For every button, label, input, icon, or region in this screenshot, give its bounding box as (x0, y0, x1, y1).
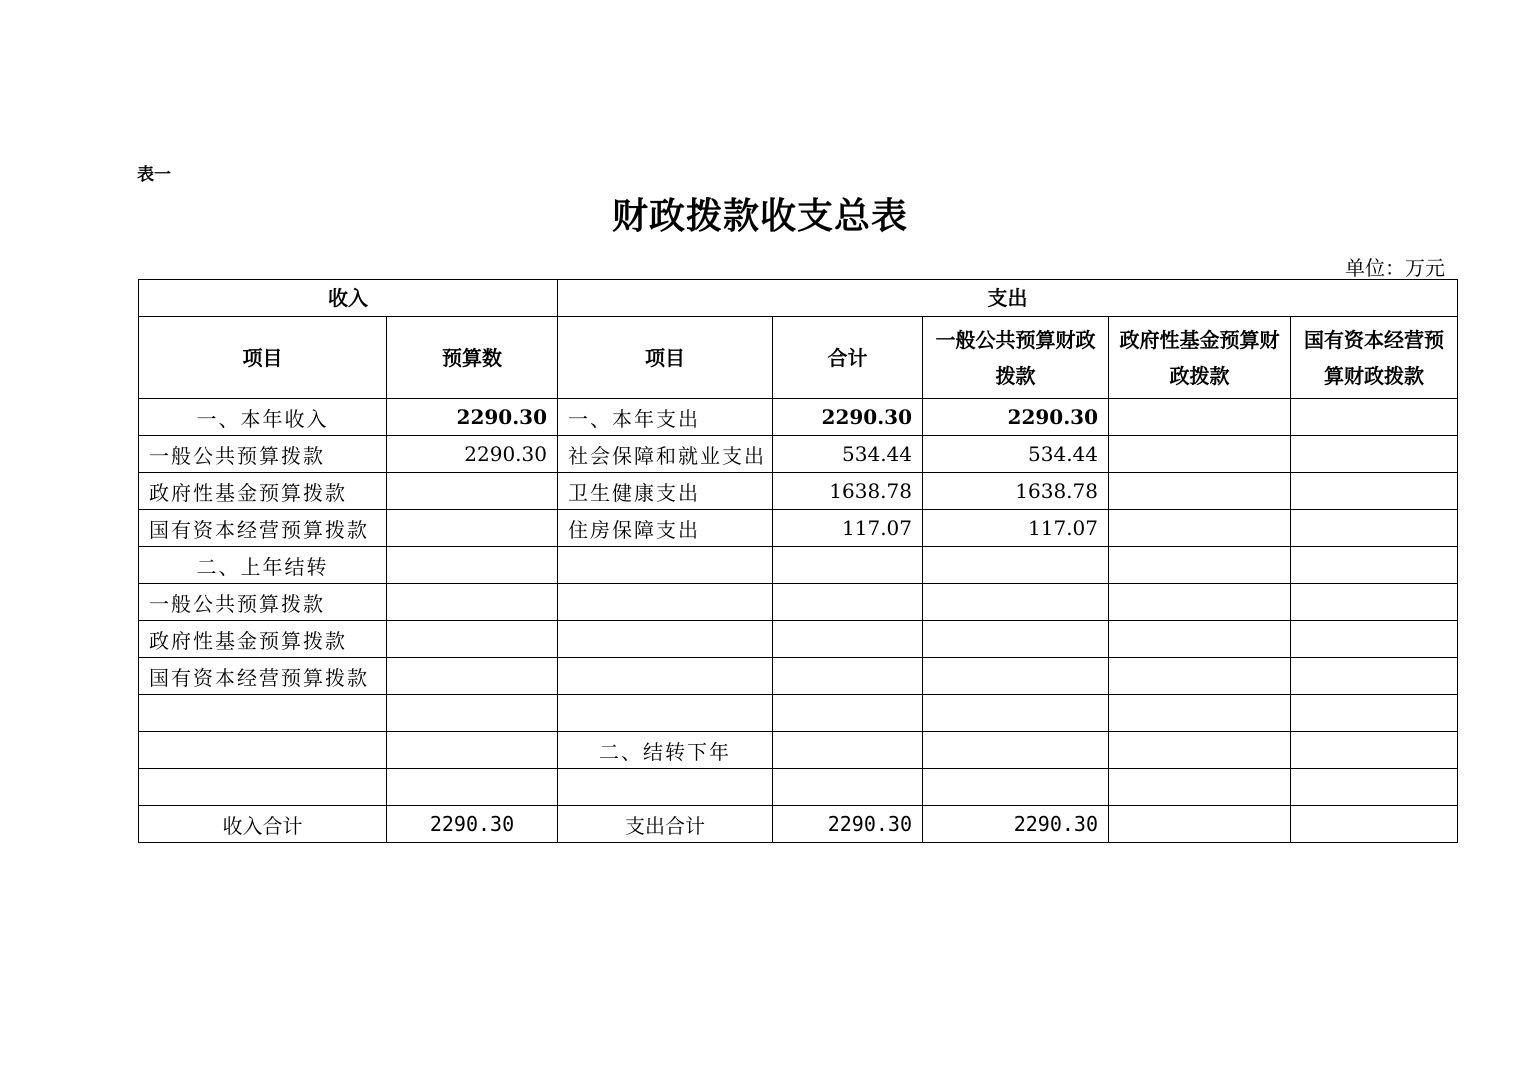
table-cell (1109, 584, 1291, 621)
table-cell: 政府性基金预算拨款 (139, 473, 387, 510)
col-header-budget: 预算数 (387, 317, 558, 399)
table-cell (1291, 547, 1458, 584)
table-cell: 国有资本经营预算拨款 (139, 658, 387, 695)
table-cell (139, 769, 387, 806)
total-cell (1291, 806, 1458, 843)
header-row-group (139, 280, 1458, 317)
table-cell: 2290.30 (387, 436, 558, 473)
table-cell (387, 658, 558, 695)
col-header-fund-budget: 政府性基金预算财政拨款 (1109, 317, 1291, 399)
table-row (139, 621, 1458, 658)
page-title: 财政拨款收支总表 (611, 196, 908, 237)
table-cell (773, 769, 923, 806)
table-cell (387, 732, 558, 769)
header-row-columns (139, 317, 1458, 399)
table-cell (1291, 399, 1458, 436)
total-cell (1109, 806, 1291, 843)
table-row (139, 510, 1458, 547)
table-cell: 政府性基金预算拨款 (139, 621, 387, 658)
table-cell (923, 621, 1109, 658)
table-cell (773, 695, 923, 732)
table-row (139, 695, 1458, 732)
table-cell (1291, 658, 1458, 695)
table-cell (1109, 658, 1291, 695)
table-cell: 国有资本经营预算拨款 (139, 510, 387, 547)
table-cell (387, 695, 558, 732)
table-cell (387, 473, 558, 510)
total-cell: 支出合计 (558, 806, 773, 843)
table-cell: 卫生健康支出 (558, 473, 773, 510)
table-row (139, 732, 1458, 769)
table-cell (558, 621, 773, 658)
col-header-general-budget: 一般公共预算财政拨款 (923, 317, 1109, 399)
table-cell (1291, 732, 1458, 769)
table-cell: 2290.30 (773, 399, 923, 436)
financial-table (138, 279, 1458, 843)
table-cell (1291, 473, 1458, 510)
table-cell (1291, 695, 1458, 732)
table-row (139, 658, 1458, 695)
col-header-income-item: 项目 (139, 317, 387, 399)
table-cell (387, 547, 558, 584)
table-cell: 二、结转下年 (558, 732, 773, 769)
table-cell (1109, 436, 1291, 473)
table-cell: 一般公共预算拨款 (139, 584, 387, 621)
table-row (139, 399, 1458, 436)
table-cell: 1638.78 (923, 473, 1109, 510)
table-cell (1109, 473, 1291, 510)
table-cell (923, 769, 1109, 806)
total-cell: 2290.30 (387, 806, 558, 843)
table-cell: 住房保障支出 (558, 510, 773, 547)
table-cell (773, 658, 923, 695)
table-cell: 一、本年支出 (558, 399, 773, 436)
col-header-expense-item: 项目 (558, 317, 773, 399)
table-cell (773, 621, 923, 658)
table-cell: 一、本年收入 (139, 399, 387, 436)
table-row (139, 584, 1458, 621)
table-cell (1109, 769, 1291, 806)
table-cell (558, 547, 773, 584)
expense-header: 支出 (558, 280, 1458, 317)
table-cell (1291, 769, 1458, 806)
unit-label: 单位：万元 (1345, 256, 1445, 280)
table-cell (1291, 584, 1458, 621)
table-cell (773, 732, 923, 769)
table-cell (773, 584, 923, 621)
table-cell (1291, 510, 1458, 547)
table-cell (1109, 510, 1291, 547)
table-row (139, 436, 1458, 473)
table-row (139, 769, 1458, 806)
table-label: 表一 (137, 165, 171, 185)
table-cell (387, 769, 558, 806)
table-cell (1109, 732, 1291, 769)
table-cell (923, 732, 1109, 769)
table-cell (923, 658, 1109, 695)
table-cell (139, 732, 387, 769)
table-cell (1109, 621, 1291, 658)
table-cell: 2290.30 (923, 399, 1109, 436)
table-cell (1291, 436, 1458, 473)
table-cell (558, 584, 773, 621)
total-cell: 2290.30 (773, 806, 923, 843)
table-cell (387, 510, 558, 547)
total-cell: 收入合计 (139, 806, 387, 843)
table-cell (773, 547, 923, 584)
table-cell (923, 547, 1109, 584)
income-header: 收入 (139, 280, 558, 317)
table-row (139, 547, 1458, 584)
table-cell: 2290.30 (387, 399, 558, 436)
totals-row (139, 806, 1458, 843)
table-cell (923, 695, 1109, 732)
table-cell (1109, 547, 1291, 584)
table-cell: 1638.78 (773, 473, 923, 510)
table-row (139, 473, 1458, 510)
table-cell: 534.44 (923, 436, 1109, 473)
table-cell (387, 584, 558, 621)
table-cell (558, 658, 773, 695)
table-cell: 117.07 (923, 510, 1109, 547)
table-cell (139, 695, 387, 732)
table-cell (1109, 695, 1291, 732)
col-header-total: 合计 (773, 317, 923, 399)
table-cell: 二、上年结转 (139, 547, 387, 584)
total-cell: 2290.30 (923, 806, 1109, 843)
table-cell (558, 769, 773, 806)
table-cell (387, 621, 558, 658)
table-cell: 117.07 (773, 510, 923, 547)
table-cell: 社会保障和就业支出 (558, 436, 773, 473)
col-header-state-capital: 国有资本经营预算财政拨款 (1291, 317, 1458, 399)
table-cell (923, 584, 1109, 621)
table-cell (558, 695, 773, 732)
table-cell: 534.44 (773, 436, 923, 473)
table-cell (1109, 399, 1291, 436)
table-cell: 一般公共预算拨款 (139, 436, 387, 473)
table-cell (1291, 621, 1458, 658)
